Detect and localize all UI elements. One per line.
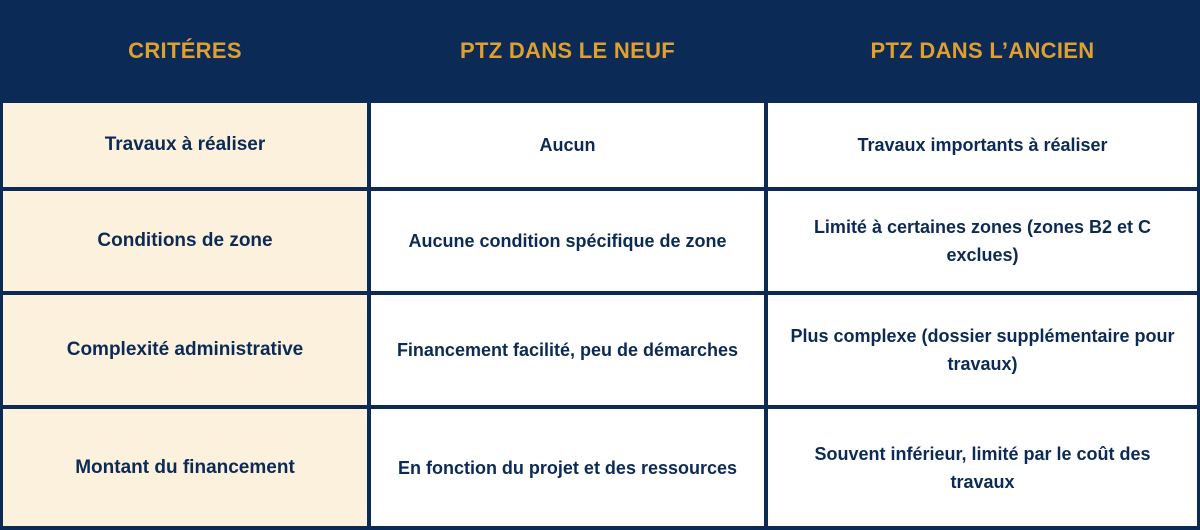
neuf-cell: Aucune condition spécifique de zone — [371, 191, 764, 291]
ancien-cell: Limité à certaines zones (zones B2 et C exclues) — [768, 191, 1197, 291]
criterion-cell: Montant du financement — [3, 409, 367, 526]
table-row — [0, 409, 1200, 526]
ancien-cell: Souvent inférieur, limité par le coût des travaux — [768, 409, 1197, 526]
criterion-cell: Conditions de zone — [3, 191, 367, 291]
ancien-cell: Travaux importants à réaliser — [768, 103, 1197, 187]
neuf-cell: Aucun — [371, 103, 764, 187]
criterion-cell: Travaux à réaliser — [3, 103, 367, 187]
header-ptz-neuf: PTZ DANS LE NEUF — [459, 38, 676, 63]
header-criteres: CRITÉRES — [128, 38, 242, 63]
header-ptz-ancien: PTZ DANS L’ANCIEN — [870, 38, 1095, 63]
ancien-cell: Plus complexe (dossier supplémentaire pour travaux) — [768, 295, 1197, 405]
criterion-cell: Complexité administrative — [3, 295, 367, 405]
neuf-cell: En fonction du projet et des ressources — [371, 409, 764, 526]
table-row — [0, 295, 1200, 405]
neuf-cell: Financement facilité, peu de démarches — [371, 295, 764, 405]
table-header — [0, 0, 1200, 102]
table-row — [0, 191, 1200, 291]
table-row — [0, 103, 1200, 187]
